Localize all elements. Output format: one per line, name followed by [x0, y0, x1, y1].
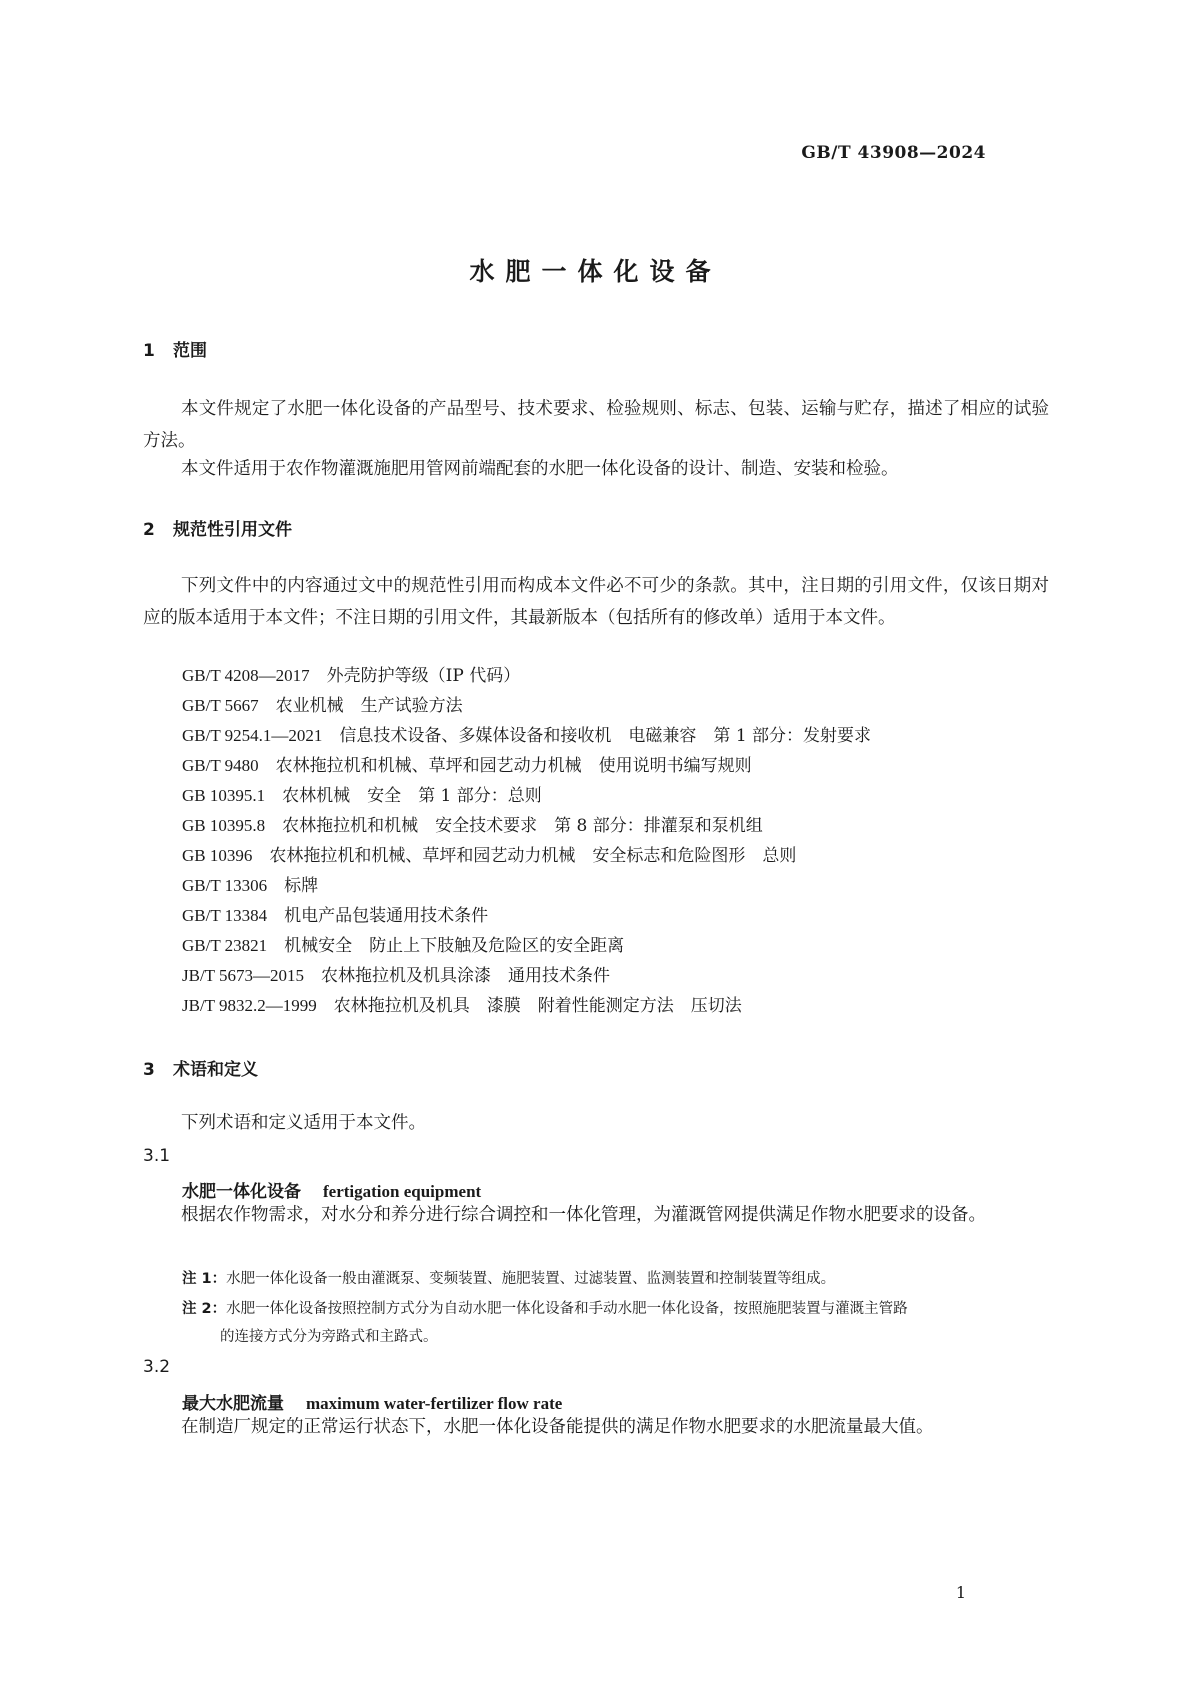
reference-item: [182, 990, 742, 1022]
section-3-paragraph-1: 下列术语和定义适用于本文件。: [181, 1113, 426, 1133]
reference-code: GB/T 23821: [182, 936, 268, 955]
section-1-heading: [143, 336, 207, 361]
reference-code: GB 10395.1: [182, 786, 266, 805]
reference-code: GB 10395.8: [182, 816, 266, 835]
reference-item: [182, 750, 752, 782]
section-title: 范围: [173, 341, 207, 361]
reference-code: GB/T 13306: [182, 876, 268, 895]
note-label: 注 2：: [182, 1301, 227, 1317]
section-3-heading: [143, 1055, 258, 1080]
reference-title: 信息技术设备、多媒体设备和接收机 电磁兼容 第 1 部分：发射要求: [339, 726, 872, 746]
reference-code: GB/T 9254.1—2021: [182, 726, 323, 745]
reference-code: GB/T 13384: [182, 906, 268, 925]
reference-title: 农林拖拉机及机具涂漆 通用技术条件: [321, 966, 611, 986]
section-title: 规范性引用文件: [173, 520, 292, 540]
term-english: fertigation equipment: [323, 1182, 482, 1201]
note-label: 注 1：: [182, 1271, 227, 1287]
reference-title: 农业机械 生产试验方法: [275, 696, 463, 716]
section-number: 2: [143, 520, 155, 540]
reference-code: GB 10396: [182, 846, 253, 865]
reference-item: [182, 930, 624, 962]
page-number: 1: [955, 1583, 966, 1602]
term-definition: 在制造厂规定的正常运行状态下，水肥一体化设备能提供的满足作物水肥要求的水肥流量最大值。: [181, 1417, 934, 1437]
reference-item: [182, 780, 542, 812]
term-chinese: 水肥一体化设备: [182, 1182, 301, 1202]
reference-code: JB/T 5673—2015: [182, 966, 305, 985]
reference-item: [182, 900, 488, 932]
standard-code: GB/T 43908—2024: [801, 143, 986, 163]
reference-title: 机械安全 防止上下肢触及危险区的安全距离: [284, 936, 625, 956]
reference-item: [182, 690, 463, 722]
reference-item: [182, 840, 796, 872]
note-text: 水肥一体化设备按照控制方式分为自动水肥一体化设备和手动水肥一体化设备，按照施肥装置与灌溉主管路: [226, 1301, 908, 1317]
reference-code: GB/T 4208—2017: [182, 666, 310, 685]
section-2-heading: [143, 515, 292, 540]
reference-item: [182, 870, 318, 902]
reference-title: 标牌: [284, 876, 319, 896]
reference-code: GB/T 5667: [182, 696, 259, 715]
reference-code: JB/T 9832.2—1999: [182, 996, 317, 1015]
section-title: 术语和定义: [173, 1060, 258, 1080]
reference-title: 农林拖拉机和机械、草坪和园艺动力机械 使用说明书编写规则: [275, 756, 752, 776]
reference-title: 机电产品包装通用技术条件: [284, 906, 489, 926]
reference-item: [182, 960, 610, 992]
note-text-continuation: 的连接方式分为旁路式和主路式。: [220, 1329, 438, 1345]
reference-title: 农林机械 安全 第 1 部分：总则: [282, 786, 542, 806]
reference-item: [182, 720, 871, 752]
reference-title: 农林拖拉机和机械、草坪和园艺动力机械 安全标志和危险图形 总则: [269, 846, 797, 866]
term-number: 3.1: [143, 1146, 171, 1166]
document-title: 水肥一体化设备: [469, 257, 722, 286]
reference-code: GB/T 9480: [182, 756, 259, 775]
reference-item: [182, 810, 763, 842]
note-text: 水肥一体化设备一般由灌溉泵、变频装置、施肥装置、过滤装置、监测装置和控制装置等组成。: [226, 1271, 836, 1287]
note-1: [182, 1265, 1050, 1293]
term-english: maximum water-fertilizer flow rate: [306, 1394, 563, 1413]
note-2: [182, 1295, 1050, 1351]
reference-title: 外壳防护等级（IP 代码）: [326, 666, 521, 686]
section-1-paragraph-1: 本文件规定了水肥一体化设备的产品型号、技术要求、检验规则、标志、包装、运输与贮存，描述了相应的试验方法。: [143, 399, 1049, 451]
term-chinese: 最大水肥流量: [182, 1394, 284, 1414]
section-number: 3: [143, 1060, 155, 1080]
term-number: 3.2: [143, 1357, 171, 1377]
reference-title: 农林拖拉机及机具 漆膜 附着性能测定方法 压切法: [333, 996, 742, 1016]
section-1-paragraph-2: 本文件适用于农作物灌溉施肥用管网前端配套的水肥一体化设备的设计、制造、安装和检验。: [181, 459, 899, 479]
reference-item: [182, 660, 520, 692]
section-2-paragraph-1: 下列文件中的内容通过文中的规范性引用而构成本文件必不可少的条款。其中，注日期的引用文件，仅该日期对应的版本适用于本文件；不注日期的引用文件，其最新版本（包括所有的修改单）适用于本文件。: [143, 576, 1049, 628]
reference-title: 农林拖拉机和机械 安全技术要求 第 8 部分：排灌泵和泵机组: [282, 816, 763, 836]
section-number: 1: [143, 341, 155, 361]
term-definition: 根据农作物需求，对水分和养分进行综合调控和一体化管理，为灌溉管网提供满足作物水肥要求的设备。: [181, 1205, 986, 1225]
